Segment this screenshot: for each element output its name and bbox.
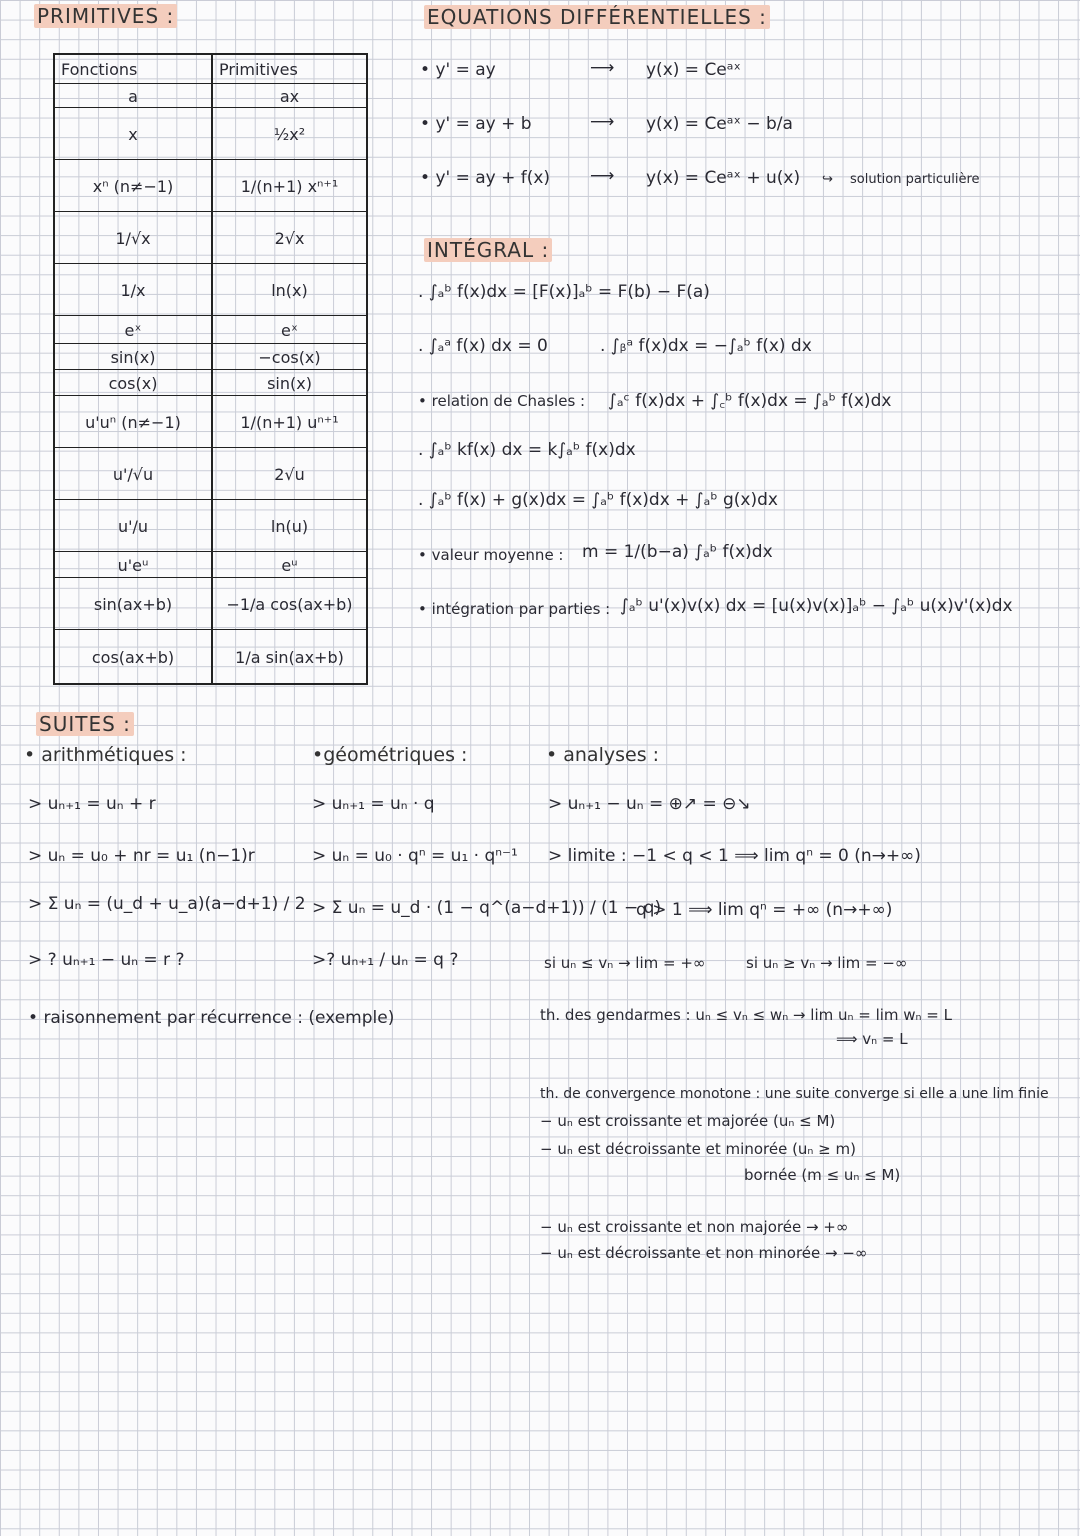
table-row: sin(ax+b) −1/a cos(ax+b) [55, 577, 366, 630]
table-row: u'/u ln(u) [55, 499, 366, 552]
equation-3: • y' = ay + f(x) [420, 168, 551, 188]
arith-line: > uₙ₊₁ = uₙ + r [28, 794, 156, 814]
table-row: sin(x) −cos(x) [55, 343, 366, 370]
geo-line: > Σ uₙ = u_d · (1 − q^(a−d+1)) / (1 − q) [312, 898, 662, 918]
convergence-line: − uₙ est décroissante et non minorée → −∞ [540, 1244, 868, 1262]
table-row: u'/√u 2√u [55, 447, 366, 500]
convergence-line: − uₙ est décroissante et minorée (uₙ ≥ m) [540, 1140, 856, 1158]
solution-2: y(x) = Ceᵃˣ − b/a [646, 114, 793, 134]
chasles-label: • relation de Chasles : [418, 392, 586, 410]
integral-reverse: . ∫ᵦᵃ f(x)dx = −∫ₐᵇ f(x) dx [600, 336, 812, 356]
arith-line: > Σ uₙ = (u_d + u_a)(a−d+1) / 2 [28, 894, 306, 914]
ipp-formula: ∫ₐᵇ u'(x)v(x) dx = [u(x)v(x)]ₐᵇ − ∫ₐᵇ u(x)v'(x)dx [620, 596, 1013, 616]
table-row: cos(x) sin(x) [55, 369, 366, 396]
table-row: xⁿ (n≠−1) 1/(n+1) xⁿ⁺¹ [55, 159, 366, 212]
moyenne-formula: m = 1/(b−a) ∫ₐᵇ f(x)dx [582, 542, 773, 562]
solution-note: solution particulière [850, 172, 980, 187]
arith-line: > uₙ = u₀ + nr = u₁ (n−1)r [28, 846, 255, 866]
geo-line: >? uₙ₊₁ / uₙ = q ? [312, 950, 459, 970]
arrow-icon: ⟶ [590, 58, 615, 78]
moyenne-label: • valeur moyenne : [418, 546, 564, 564]
geo-line: > uₙ = u₀ · qⁿ = u₁ · qⁿ⁻¹ [312, 846, 518, 866]
equation-2: • y' = ay + b [420, 114, 532, 134]
solution-1: y(x) = Ceᵃˣ [646, 60, 741, 80]
integral-fundamental: . ∫ₐᵇ f(x)dx = [F(x)]ₐᵇ = F(b) − F(a) [418, 282, 710, 302]
header-fonctions: Fonctions [61, 59, 138, 79]
geo-line: > uₙ₊₁ = uₙ · q [312, 794, 435, 814]
gendarmes-conclusion: ⟹ vₙ = L [836, 1030, 908, 1048]
geo-title: •géométriques : [312, 744, 468, 766]
table-row: 1/x ln(x) [55, 263, 366, 316]
suites-heading: SUITES : [36, 712, 134, 736]
convergence-line: − uₙ est croissante et non majorée → +∞ [540, 1218, 849, 1236]
table-header [55, 55, 366, 83]
arith-line: > ? uₙ₊₁ − uₙ = r ? [28, 950, 185, 970]
arrow-icon: ⟶ [590, 166, 615, 186]
equation-1: • y' = ay [420, 60, 496, 80]
integral-heading: INTÉGRAL : [424, 238, 552, 262]
table-row: eˣ eˣ [55, 315, 366, 344]
integral-zero: . ∫ₐᵃ f(x) dx = 0 [418, 336, 548, 356]
table-row: x ½x² [55, 107, 366, 160]
arrow-icon: ⟶ [590, 112, 615, 132]
table-row: u'eᵘ eᵘ [55, 551, 366, 578]
table-row: cos(ax+b) 1/a sin(ax+b) [55, 629, 366, 684]
convergence-title: th. de convergence monotone : une suite converge si elle a une lim finie [540, 1086, 1049, 1102]
analyse-line: > limite : −1 < q < 1 ⟹ lim qⁿ = 0 (n→+∞) [548, 846, 921, 866]
solution-3: y(x) = Ceᵃˣ + u(x) [646, 168, 801, 188]
recurrence-line: • raisonnement par récurrence : (exemple) [28, 1008, 395, 1028]
primitives-table [53, 53, 368, 685]
convergence-line: bornée (m ≤ uₙ ≤ M) [744, 1166, 901, 1184]
table-row: u'uⁿ (n≠−1) 1/(n+1) uⁿ⁺¹ [55, 395, 366, 448]
gendarmes-line: th. des gendarmes : uₙ ≤ vₙ ≤ wₙ → lim uₙ = lim wₙ = L [540, 1006, 952, 1024]
table-row: 1/√x 2√x [55, 211, 366, 264]
equations-heading: EQUATIONS DIFFÉRENTIELLES : [424, 5, 770, 29]
primitives-heading: PRIMITIVES : [34, 4, 177, 28]
analyse-line: si uₙ ≤ vₙ → lim = +∞ [544, 954, 706, 972]
analyse-line: si uₙ ≥ vₙ → lim = −∞ [746, 954, 908, 972]
analyse-title: • analyses : [546, 744, 660, 766]
chasles-formula: ∫ₐᶜ f(x)dx + ∫꜀ᵇ f(x)dx = ∫ₐᵇ f(x)dx [608, 391, 892, 411]
integral-linearity-k: . ∫ₐᵇ kf(x) dx = k∫ₐᵇ f(x)dx [418, 440, 636, 460]
header-primitives: Primitives [219, 59, 298, 79]
analyse-line: > uₙ₊₁ − uₙ = ⊕↗ = ⊖↘ [548, 794, 751, 814]
table-row: a ax [55, 83, 366, 108]
ipp-label: • intégration par parties : [418, 600, 611, 618]
convergence-line: − uₙ est croissante et majorée (uₙ ≤ M) [540, 1112, 836, 1130]
analyse-line: q > 1 ⟹ lim qⁿ = +∞ (n→+∞) [636, 900, 893, 920]
integral-linearity-sum: . ∫ₐᵇ f(x) + g(x)dx = ∫ₐᵇ f(x)dx + ∫ₐᵇ g(x)dx [418, 490, 778, 510]
curved-arrow-icon: ↪ [822, 172, 833, 187]
arith-title: • arithmétiques : [24, 744, 187, 766]
